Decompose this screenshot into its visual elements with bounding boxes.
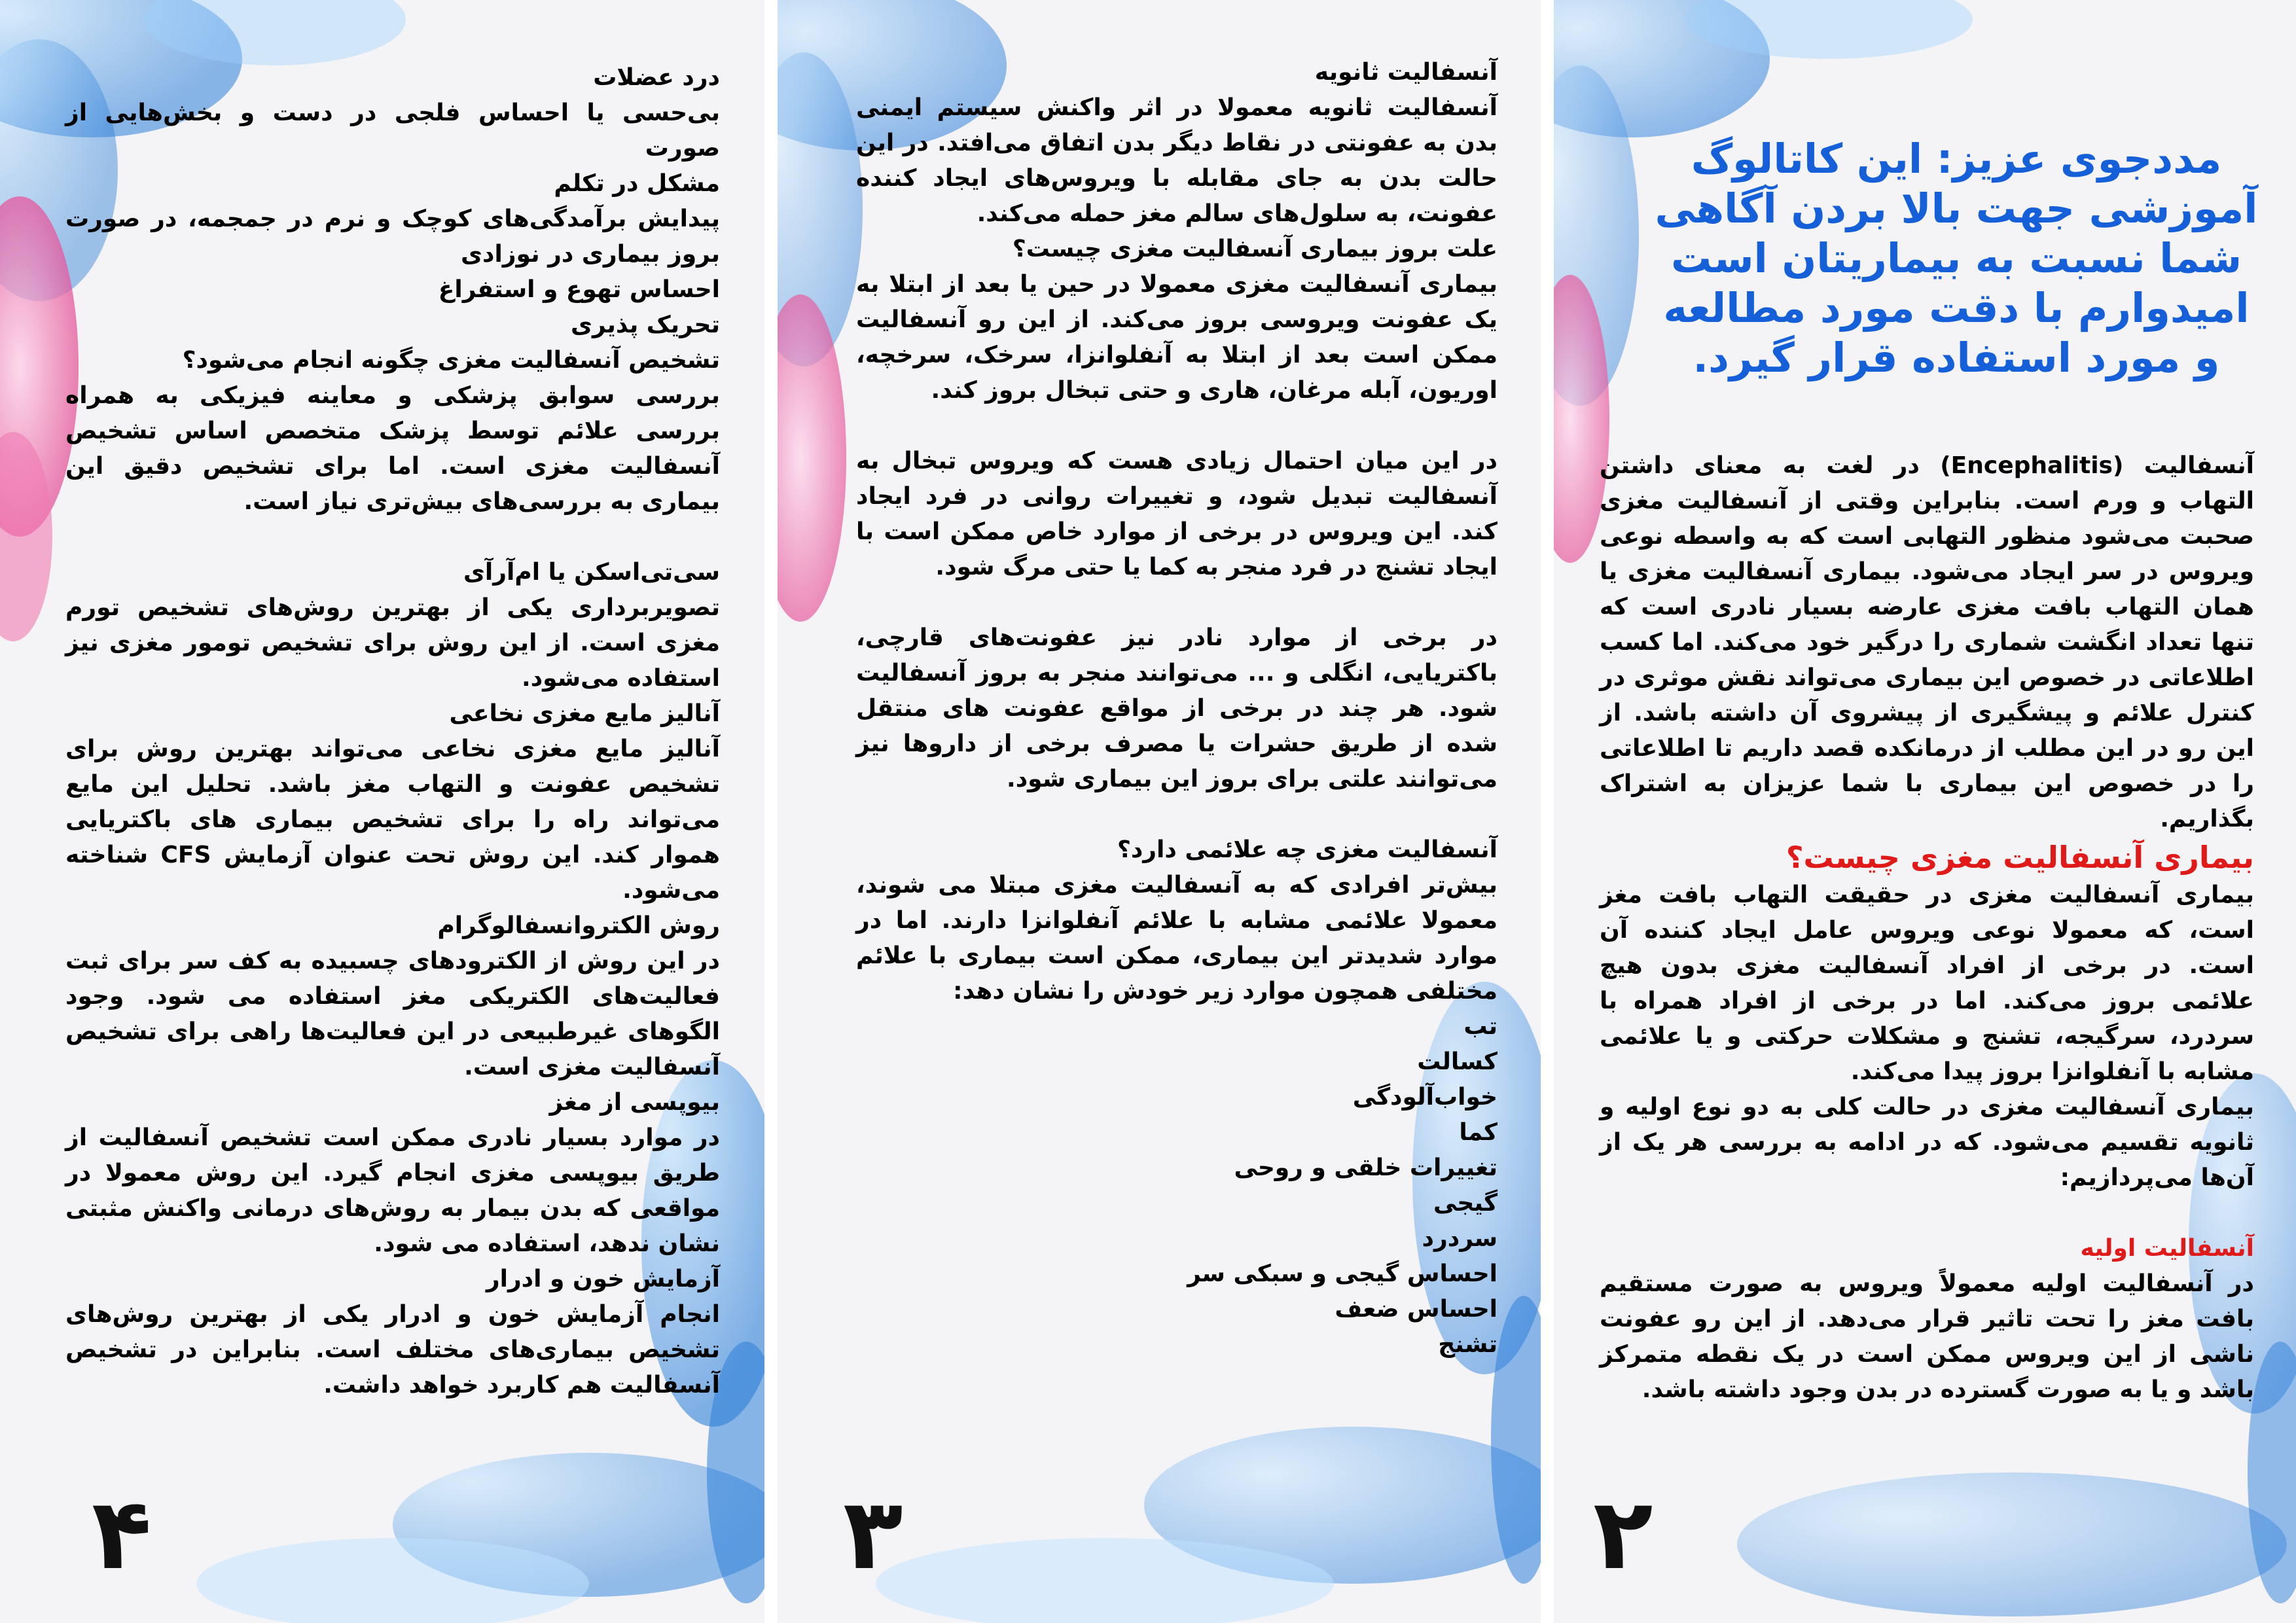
text-line: آنسفالیت (Encephalitis) در لغت به معنای داشتن التهاب و ورم است. بنابراین وقتی از آنسفالیت مغزی صحبت می‌شود منظور التهابی است که به واسطه نوعی ویروس در سر ایجاد می‌شود. بیماری آنسفالیت مغزی یا همان التهاب بافت مغزی عارضه بسیار نادری است که تنها تعداد انگشت شماری را درگیر خود می‌کند. اما کسب اطلاعاتی در خصوص این بیماری می‌تواند نقش موثری در کنترل علائم و پیشگیری از پیشروی آن داشته باشد. از این رو در این مطلب از درمانکده قصد داریم تا اطلاعاتی را در خصوص این بیماری با شما عزیزان به اشتراک بگذاریم. bbox=[1600, 452, 2254, 832]
text-line: بی‌حسی یا احساس فلجی در دست و بخش‌هایی از صورت bbox=[65, 99, 720, 162]
list-item: خواب‌آلودگی bbox=[1352, 1084, 1498, 1111]
list-item: کسالت bbox=[1417, 1048, 1498, 1075]
text-line: بیماری آنسفالیت مغزی معمولا در حین یا بعد از ابتلا به یک عفونت ویروسی بروز می‌کند. از این رو آنسفالیت ممکن است بعد از ابتلا به آنفلوانزا، سرخک، سرخچه، اوریون، آبله مرغان، هاری و حتی تبخال بروز کند. bbox=[856, 271, 1498, 404]
panel-4-text bbox=[65, 60, 720, 1403]
spacer bbox=[856, 797, 1498, 832]
panel-page-2 bbox=[1554, 0, 2296, 1623]
text-line: علت بروز بیماری آنسفالیت مغزی چیست؟ bbox=[1012, 236, 1498, 262]
panel-page-3 bbox=[778, 0, 1541, 1623]
page-number: ۴ bbox=[92, 1478, 152, 1592]
list-item: سردرد bbox=[1422, 1225, 1498, 1252]
panel-gutter bbox=[764, 0, 778, 1623]
text-line: آنسفالیت ثانویه bbox=[1314, 59, 1498, 86]
text-line: مشکل در تکلم bbox=[554, 170, 720, 197]
text-line: آنالیز مایع مغزی نخاعی می‌تواند بهترین روش برای تشخیص عفونت و التهاب مغز باشد. تحلیل این مایع می‌تواند راه را برای تشخیص بیماری های باکتریایی هموار کند. این روش تحت عنوان آزمایش CFS شناخته می‌شود. bbox=[65, 736, 721, 904]
panel-2-text bbox=[1600, 448, 2254, 1408]
text-line: در برخی از موارد نادر نیز عفونت‌های قارچی، باکتریایی، انگلی و ... می‌توانند منجر به بروز آنسفالیت شود. هر چند در برخی از مواقع عفونت های منتقل شده از طریق حشرات یا مصرف برخی از داروها نیز می‌توانند علتی برای بروز این بیماری شود. bbox=[856, 624, 1498, 793]
text-line: تشخیص آنسفالیت مغزی چگونه انجام می‌شود؟ bbox=[182, 347, 720, 374]
spacer bbox=[1600, 1196, 2254, 1231]
list-item: کما bbox=[1459, 1119, 1498, 1146]
text-line: درد عضلات bbox=[593, 64, 720, 91]
text-line: انجام آزمایش خون و ادرار یکی از بهترین روش‌های تشخیص بیماری‌های مختلف است. بنابراین در تشخیص آنسفالیت هم کاربرد خواهد داشت. bbox=[65, 1301, 720, 1399]
panel-3-text bbox=[856, 55, 1498, 1363]
spacer bbox=[65, 520, 720, 555]
text-line: آنسفالیت مغزی چه علائمی دارد؟ bbox=[1117, 836, 1498, 863]
text-line: سی‌تی‌اسکن یا ام‌آرآی bbox=[463, 559, 720, 586]
text-line: در این میان احتمال زیادی هست که ویروس تبخال به آنسفالیت تبدیل شود، و تغییرات روانی در فرد ایجاد کند. این ویروس در برخی از موارد خاص ممکن است با ایجاد تشنج در فرد منجر به کما یا حتی مرگ شود. bbox=[856, 448, 1498, 580]
text-line: احساس تهوع و استفراغ bbox=[438, 276, 720, 303]
panel-gutter bbox=[1541, 0, 1554, 1623]
text-line: آزمایش خون و ادرار bbox=[486, 1266, 720, 1293]
section-heading: بیماری آنسفالیت مغزی چیست؟ bbox=[1785, 840, 2254, 875]
page-number: ۳ bbox=[843, 1478, 903, 1592]
text-line: روش الکتروانسفالوگرام bbox=[437, 912, 720, 939]
panel-page-4 bbox=[0, 0, 764, 1623]
symptom-list bbox=[856, 1009, 1498, 1363]
list-item: تشنج bbox=[1438, 1331, 1498, 1358]
text-line: تصویربرداری یکی از بهترین روش‌های تشخیص تورم مغزی است. از این روش برای تشخیص تومور مغزی نیز استفاده می‌شود. bbox=[65, 594, 720, 692]
list-item: احساس گیجی و سبکی سر bbox=[1187, 1260, 1498, 1287]
text-line: آنالیز مایع مغزی نخاعی bbox=[449, 700, 720, 727]
text-line: آنسفالیت ثانویه معمولا در اثر واکنش سیستم ایمنی بدن به عفونتی در نقاط دیگر بدن اتفاق می‌افتد. در این حالت بدن به جای مقابله با ویروس‌های ایجاد کننده عفونت، به سلول‌های سالم مغز حمله می‌کند. bbox=[856, 94, 1498, 227]
text-line: بیماری آنسفالیت مغزی در حقیقت التهاب بافت مغز است، که معمولا نوعی ویروس عامل ایجاد کننده آن است. در برخی از افراد آنسفالیت مغزی بدون هیچ علائمی بروز می‌کند. اما در برخی از افراد همراه با سردرد، سرگیجه، تشنج و مشکلات حرکتی و یا علائمی مشابه با آنفلوانزا بروز پیدا می‌کند. bbox=[1600, 882, 2254, 1085]
page-number: ۲ bbox=[1593, 1478, 1653, 1592]
section-heading: آنسفالیت اولیه bbox=[2080, 1235, 2254, 1262]
list-item: احساس ضعف bbox=[1335, 1296, 1498, 1323]
text-line: پیدایش برآمدگی‌های کوچک و نرم در جمجمه، در صورت بروز بیماری در نوزادی bbox=[65, 205, 720, 268]
list-item: گیجی bbox=[1433, 1190, 1498, 1217]
text-line: در موارد بسیار نادری ممکن است تشخیص آنسفالیت از طریق بیوپسی مغزی انجام گیرد. این روش معمولا در مواقعی که بدن بیمار به روش‌های درمانی واکنش مثبتی نشان ندهد، استفاده می شود. bbox=[65, 1124, 720, 1257]
text-line: بیش‌تر افرادی که به آنسفالیت مغزی مبتلا می شوند، معمولا علائمی مشابه با علائم آنفلوانزا دارند. اما در موارد شدیدتر این بیماری، ممکن است بیماری با علائم مختلفی همچون موارد زیر خودش را نشان دهد: bbox=[856, 872, 1498, 1005]
spacer bbox=[856, 408, 1498, 444]
text-line: بیماری آنسفالیت مغزی در حالت کلی به دو نوع اولیه و ثانویه تقسیم می‌شود. که در ادامه به بررسی هر یک از آن‌ها می‌پردازیم: bbox=[1600, 1094, 2254, 1191]
text-line: تحریک پذیری bbox=[571, 312, 720, 338]
list-item: تب bbox=[1463, 1013, 1498, 1040]
spacer bbox=[856, 585, 1498, 620]
text-line: در این روش از الکترودهای چسبیده به کف سر برای ثبت فعالیت‌های الکتریکی مغز استفاده می شود. وجود الگوهای غیرطبیعی در این فعالیت‌ها راهی برای تشخیص آنسفالیت مغزی است. bbox=[65, 948, 720, 1080]
text-line: در آنسفالیت اولیه معمولاً ویروس به صورت مستقیم بافت مغز را تحت تاثیر قرار می‌دهد. از این رو عفونت ناشی از این ویروس ممکن است در یک نقطه متمرکز باشد و یا به صورت گسترده در بدن وجود داشته باشد. bbox=[1600, 1270, 2254, 1403]
list-item: تغییرات خلقی و روحی bbox=[1234, 1154, 1498, 1181]
text-line: بررسی سوابق پزشکی و معاینه فیزیکی به همراه بررسی علائم توسط پزشک متخصص اساس تشخیص آنسفالیت مغزی است. اما برای تشخیص دقیق این بیماری به بررسی‌های بیش‌تری نیاز است. bbox=[65, 382, 720, 515]
text-line: بیوپسی از مغز bbox=[549, 1089, 720, 1116]
intro-title: مددجوی عزیز: این کاتالوگ آموزشی جهت بالا بردن آگاهی شما نسبت به بیماریتان است امیدوارم با دقت مورد مطالعه و مورد استفاده قرار گیرد. bbox=[1655, 135, 2258, 382]
